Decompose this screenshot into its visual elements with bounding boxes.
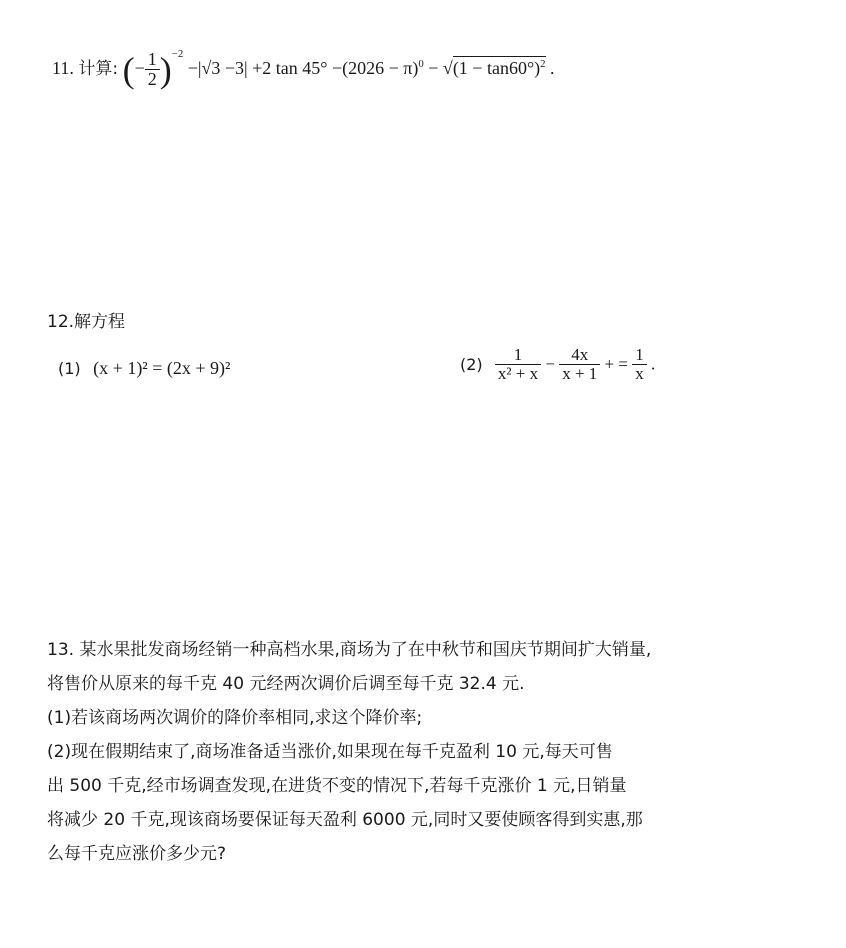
q11-minus: − (428, 58, 439, 78)
q12-fraction-3: $\frac{1}{x}$ (632, 346, 647, 383)
q11-open-paren: ( (122, 49, 135, 90)
q12-fraction-1: $\frac{1}{\text{x² + x}}$ (495, 346, 541, 383)
q11-sqrt-sign: √ (442, 58, 453, 78)
q12-part1-label: (1) (58, 359, 81, 378)
q11-label: 计算: (78, 59, 119, 79)
q11-abs-term: −|√3 −3| (187, 58, 248, 78)
q13-line-7: 么每千克应涨价多少元? (47, 844, 227, 864)
q11-paren-term: −(2026 − π) (331, 58, 419, 78)
q11-tan-term: +2 tan 45° (252, 58, 328, 78)
q11-number: 11. (52, 58, 74, 78)
q12-op-plus-equals: + = (604, 354, 628, 374)
question-13 (47, 633, 651, 871)
q13-line-4: (2)现在假期结束了,商场准备适当涨价,如果现在每千克盈利 10 元,每天可售 (47, 742, 613, 762)
q12-op-minus: − (545, 354, 555, 374)
q12-fraction-2: $\frac{4x}{x + 1}$ (559, 346, 600, 383)
q12-end: . (650, 354, 656, 374)
q12-title: 12.解方程 (47, 312, 126, 332)
q12-part1-equation: (x + 1)² = (2x + 9)² (93, 358, 231, 378)
q12-part2 (460, 346, 655, 383)
q12-part1 (58, 358, 230, 379)
q13-line-2: 将售价从原来的每千克 40 元经两次调价后调至每千克 32.4 元. (47, 674, 525, 694)
q13-line-5: 出 500 千克,经市场调查发现,在进货不变的情况下,若每千克涨价 1 元,日销量 (47, 776, 627, 796)
q12-part2-label: (2) (460, 354, 483, 374)
q11-sqrt-radicand: $(1 - \tan 60^\circ)^2$ (452, 58, 546, 78)
question-11: 11. 计算: (− $\frac{1}{2}$ )$^{-2}$ −|√3 −3| +2 $\tan 45^\circ -(2026 - \pi)^0 - √(1 - \tan 60^\circ)^2$ . (52, 48, 555, 90)
q11-exponent-zero: 0 (418, 58, 424, 70)
q13-line-3: (1)若该商场两次调价的降价率相同,求这个降价率; (47, 708, 423, 728)
q11-end: . (550, 58, 555, 78)
q11-fraction-half: $\frac{1}{2}$ (145, 50, 160, 89)
q13-line-1: 13. 某水果批发商场经销一种高档水果,商场为了在中秋节和国庆节期间扩大销量, (47, 640, 652, 660)
q11-close-paren: ) (159, 49, 172, 90)
q13-line-6: 将减少 20 千克,现该商场要保证每天盈利 6000 元,同时又要使顾客得到实惠,那 (47, 810, 643, 830)
q11-exponent-neg2: −2 (171, 48, 184, 60)
